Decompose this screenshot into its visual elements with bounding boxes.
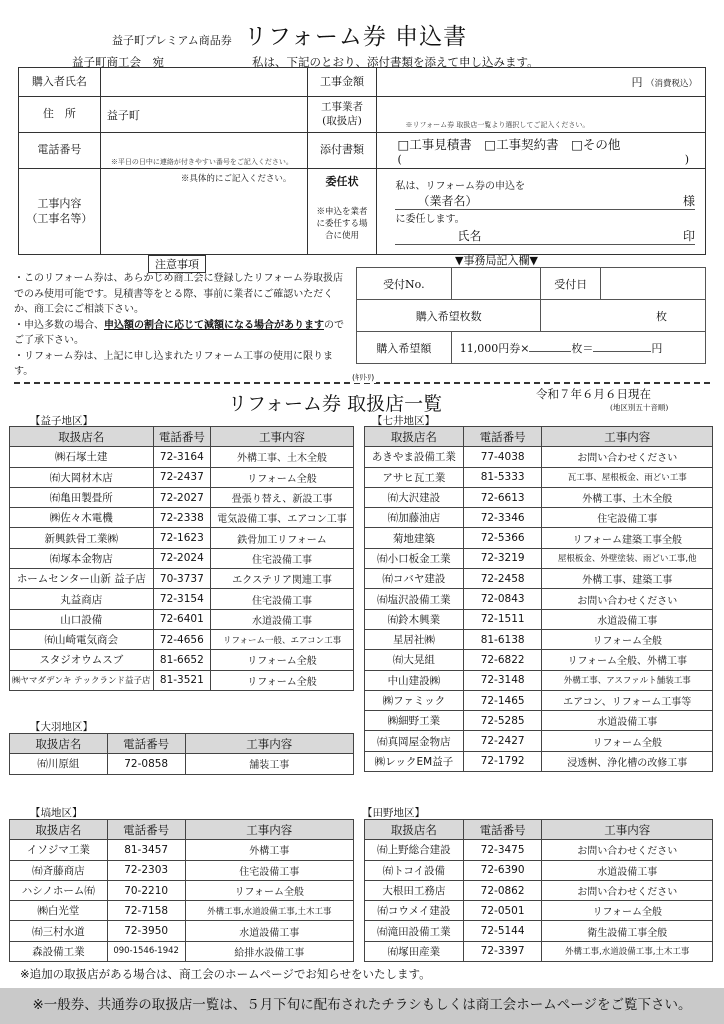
address-prefill: 益子町 <box>106 108 140 122</box>
shop-work: 外構工事、建築工事 <box>542 569 713 589</box>
shop-phone: 81-6138 <box>463 629 542 649</box>
work-note: ※具体的にご記入ください。 <box>180 174 292 184</box>
shop-phone: 72-2027 <box>153 487 211 507</box>
reception-no-field[interactable] <box>451 268 541 300</box>
table-row <box>10 487 354 507</box>
col-phone: 電話番号 <box>153 427 211 447</box>
shop-phone: 72-3950 <box>107 921 185 941</box>
area-nanai-heading: 【七井地区】 <box>372 415 435 427</box>
shop-work: 水道設備工事 <box>542 711 713 731</box>
shop-phone: 72-2024 <box>153 548 211 568</box>
shop-phone: 81-6652 <box>153 650 211 670</box>
shop-phone: 72-2437 <box>153 467 211 487</box>
shop-phone: 72-6390 <box>463 860 542 880</box>
table-row <box>10 447 354 467</box>
contractor-label: 工事業者 (取扱店) <box>307 97 377 133</box>
voucher-subtitle: 益子町プレミアム商品券 <box>112 34 232 47</box>
shop-name: 菊地建築 <box>365 528 464 548</box>
reception-no-label: 受付No. <box>357 268 452 300</box>
shop-work: 外構工事、土木全般 <box>542 487 713 507</box>
shop-phone: 72-3164 <box>153 447 211 467</box>
shop-name: ㈲三村水道 <box>10 921 108 941</box>
table-row <box>365 880 713 900</box>
shop-phone: 72-3219 <box>463 548 542 568</box>
notice-heading: 注意事項 <box>148 255 206 273</box>
shop-name: ㈲加藤油店 <box>365 508 464 528</box>
shop-phone: 72-6401 <box>153 609 211 629</box>
shop-phone: 72-3397 <box>463 941 542 961</box>
shop-phone: 72-1465 <box>463 690 542 710</box>
table-row <box>365 629 713 649</box>
table-row <box>10 860 354 880</box>
table-row <box>365 921 713 941</box>
shop-name: ㈱佐々木電機 <box>10 508 154 528</box>
shop-work: 屋根板金、外壁塗装、雨どい工事,他 <box>542 548 713 568</box>
table-row <box>365 528 713 548</box>
table-tano <box>364 819 713 962</box>
shop-name: ホームセンター山新 益子店 <box>10 569 154 589</box>
shop-phone: 77-4038 <box>463 447 542 467</box>
desired-amount-field[interactable] <box>451 332 705 364</box>
table-row <box>365 508 713 528</box>
table-row <box>365 860 713 880</box>
shop-name: 星居社㈱ <box>365 629 464 649</box>
shop-name: スタジオウムスブ <box>10 650 154 670</box>
list-title: リフォーム券 取扱店一覧 <box>228 393 443 415</box>
table-row <box>10 528 354 548</box>
shop-phone: 72-2303 <box>107 860 185 880</box>
shop-work: お問い合わせください <box>542 589 713 609</box>
col-shop: 取扱店名 <box>10 820 108 840</box>
shop-name: ハシノホーム㈲ <box>10 880 108 900</box>
table-row <box>365 901 713 921</box>
shop-phone: 72-2338 <box>153 508 211 528</box>
shop-name: ㈲真岡屋金物店 <box>365 731 464 751</box>
table-row <box>365 650 713 670</box>
delegation-label: 委任状 <box>325 175 359 188</box>
office-heading: ▼事務局記入欄▼ <box>455 254 538 267</box>
shop-name: ㈲塩沢設備工業 <box>365 589 464 609</box>
shop-work: リフォーム一般、エアコン工事 <box>211 629 354 649</box>
shop-work: 水道設備工事 <box>542 609 713 629</box>
shop-name: ㈲コウメイ建設 <box>365 901 464 921</box>
col-phone: 電話番号 <box>107 820 185 840</box>
shop-work: 水道設備工事 <box>185 921 353 941</box>
notice-item2 <box>14 318 352 349</box>
delegation-line2: に委任します。 <box>395 214 465 225</box>
shop-work: エクステリア関連工事 <box>211 569 354 589</box>
shop-name: ㈲亀田製畳所 <box>10 487 154 507</box>
table-row <box>365 751 713 771</box>
shop-work: 外構工事 <box>185 840 353 860</box>
count-suffix: 枚＝ <box>571 341 594 355</box>
shop-name: ㈲鈴木興業 <box>365 609 464 629</box>
desired-count-label: 購入希望枚数 <box>357 300 541 332</box>
office-use-table <box>356 267 706 364</box>
area-ohane-heading: 【大羽地区】 <box>30 721 93 733</box>
delegation-line1: 私は、リフォーム券の申込を <box>395 181 525 192</box>
contractor-field[interactable] <box>377 97 706 133</box>
table-row <box>10 589 354 609</box>
amount-tax-note: （消費税込） <box>645 79 697 89</box>
table-row <box>10 670 354 690</box>
shop-name: ㈲小口板金工業 <box>365 548 464 568</box>
shop-work: リフォーム建築工事全般 <box>542 528 713 548</box>
table-row <box>10 609 354 629</box>
shop-name: ㈲山崎電気商会 <box>10 629 154 649</box>
shop-name: ㈲川原組 <box>10 754 108 774</box>
table-row <box>10 880 354 900</box>
shop-phone: 72-5285 <box>463 711 542 731</box>
shop-phone: 72-7158 <box>107 901 185 921</box>
phone-label: 電話番号 <box>19 133 101 169</box>
col-shop: 取扱店名 <box>365 820 464 840</box>
shop-work: 外構工事、土木全般 <box>211 447 354 467</box>
shop-name: ㈲滝田設備工業 <box>365 921 464 941</box>
buyer-name-label: 購入者氏名 <box>19 68 101 97</box>
shop-name: 山口設備 <box>10 609 154 629</box>
notice-item3: ・リフォーム券は、上記に申し込まれたリフォーム工事の使用に限ります。 <box>14 350 333 377</box>
table-row <box>10 901 354 921</box>
notice-item1: ・このリフォーム券は、あらかじめ商工会に登録したリフォーム券取扱店でのみ使用可能です。見積書等をとる際、事前に業者にご確認いただくか、商工会にご相談下さい。 <box>14 273 343 315</box>
shop-work: リフォーム全般 <box>185 880 353 900</box>
shop-work: 住宅設備工事 <box>211 589 354 609</box>
shop-work: 舗装工事 <box>185 754 353 774</box>
col-work: 工事内容 <box>185 734 353 754</box>
shop-name: ㈱レックEM益子 <box>365 751 464 771</box>
col-work: 工事内容 <box>542 820 713 840</box>
shop-work: 水道設備工事 <box>211 609 354 629</box>
shop-work: リフォーム全般 <box>211 670 354 690</box>
count-unit: 枚 <box>656 309 667 323</box>
shop-work: 外構工事,水道設備工事,土木工事 <box>542 941 713 961</box>
phone-note: ※平日の日中に連絡が付きやすい番号をご記入ください。 <box>110 158 293 166</box>
shop-phone: 090-1546-1942 <box>107 941 185 961</box>
notice-item2-post: のでご了承下さい。 <box>14 319 344 346</box>
shop-phone: 72-3154 <box>153 589 211 609</box>
addressee: 益子町商工会 宛 <box>72 55 164 69</box>
work-field[interactable] <box>100 169 307 255</box>
shop-work: リフォーム全般 <box>542 629 713 649</box>
reception-date-field[interactable] <box>601 268 706 300</box>
table-row <box>10 508 354 528</box>
table-row <box>365 467 713 487</box>
table-nanai <box>364 426 713 772</box>
area-mashiko-heading: 【益子地区】 <box>30 415 93 427</box>
table-row <box>10 754 354 774</box>
table-row <box>365 670 713 690</box>
shop-name: 大根田工務店 <box>365 880 464 900</box>
table-row <box>365 840 713 860</box>
delegation-sama: 様 <box>682 194 695 208</box>
shop-phone: 70-2210 <box>107 880 185 900</box>
shop-phone: 72-0858 <box>107 754 185 774</box>
shop-phone: 72-6613 <box>463 487 542 507</box>
delegation-field[interactable] <box>377 169 706 255</box>
shop-work: 外構工事,水道設備工事,土木工事 <box>185 901 353 921</box>
table-row <box>10 467 354 487</box>
table-row <box>365 487 713 507</box>
cut-mark: (ｷﾘﾄﾘ) <box>352 373 375 382</box>
other-paren-open: ( <box>397 153 402 166</box>
shop-phone: 72-1623 <box>153 528 211 548</box>
table-ohane <box>9 733 354 775</box>
shop-name: 中山建設㈱ <box>365 670 464 690</box>
desired-amount-label: 購入希望額 <box>357 332 452 364</box>
table-row <box>365 690 713 710</box>
work-label: 工事内容 （工事名等） <box>19 169 101 255</box>
reception-date-label: 受付日 <box>541 268 601 300</box>
phone-field[interactable] <box>100 133 307 169</box>
shop-name: ㈲塚本金物店 <box>10 548 154 568</box>
shop-name: あきやま設備工業 <box>365 447 464 467</box>
table-row <box>10 650 354 670</box>
shop-work: リフォーム全般 <box>542 901 713 921</box>
col-work: 工事内容 <box>542 427 713 447</box>
shop-name: 丸益商店 <box>10 589 154 609</box>
shop-name: ㈱ファミック <box>365 690 464 710</box>
area-tano-heading: 【田野地区】 <box>362 807 425 819</box>
shop-phone: 72-6822 <box>463 650 542 670</box>
contractor-note: ※リフォーム券 取扱店一覧より選択してご記入ください。 <box>405 121 590 129</box>
shop-work: 浸透桝、浄化槽の改修工事 <box>542 751 713 771</box>
table-row <box>10 921 354 941</box>
shop-work: お問い合わせください <box>542 880 713 900</box>
shop-phone: 72-0843 <box>463 589 542 609</box>
address-label: 住 所 <box>19 97 101 133</box>
shop-name: アサヒ瓦工業 <box>365 467 464 487</box>
shop-name: ㈲上野総合建設 <box>365 840 464 860</box>
table-row <box>365 941 713 961</box>
shop-name: ㈲大晃組 <box>365 650 464 670</box>
shop-phone: 72-0501 <box>463 901 542 921</box>
table-row <box>365 589 713 609</box>
col-phone: 電話番号 <box>463 820 542 840</box>
shop-work: 給排水設備工事 <box>185 941 353 961</box>
shop-name: 森設備工業 <box>10 941 108 961</box>
shop-work: リフォーム全般、外構工事 <box>542 650 713 670</box>
shop-phone: 72-3346 <box>463 508 542 528</box>
shop-work: 住宅設備工事 <box>542 508 713 528</box>
shop-work: 瓦工事、屋根板金、雨どい工事 <box>542 467 713 487</box>
amount-field[interactable] <box>377 68 706 97</box>
area-sakai-heading: 【塙地区】 <box>30 807 83 819</box>
table-mashiko <box>9 426 354 691</box>
buyer-name-field[interactable] <box>100 68 307 97</box>
shop-phone: 72-5366 <box>463 528 542 548</box>
table-row <box>365 569 713 589</box>
attachment-label: 添付書類 <box>307 133 377 169</box>
shop-name: ㈲トコイ設備 <box>365 860 464 880</box>
shop-phone: 72-3148 <box>463 670 542 690</box>
table-row <box>365 609 713 629</box>
yen-unit: 円 <box>651 341 663 355</box>
table-row <box>10 840 354 860</box>
shop-phone: 72-2458 <box>463 569 542 589</box>
notice-item2-bold: 申込額の割合に応じて減額になる場合があります <box>104 319 324 331</box>
col-shop: 取扱店名 <box>10 427 154 447</box>
shop-name: ㈲大岡材木店 <box>10 467 154 487</box>
col-work: 工事内容 <box>185 820 353 840</box>
shop-work: 電気設備工事、エアコン工事 <box>211 508 354 528</box>
shop-phone: 72-1511 <box>463 609 542 629</box>
amount-formula: 11,000円券× <box>459 341 530 355</box>
amount-unit: 円 <box>631 76 643 89</box>
shop-name: ㈱石塚土建 <box>10 447 154 467</box>
table-row <box>10 941 354 961</box>
col-work: 工事内容 <box>211 427 354 447</box>
shop-phone: 72-2427 <box>463 731 542 751</box>
application-form <box>18 67 706 255</box>
shop-name: ㈲大沢建設 <box>365 487 464 507</box>
delegation-note: ※申込を業者に委任する場合に使用 <box>316 207 368 242</box>
notice-body <box>14 271 352 380</box>
delegation-name: 氏名 <box>457 229 482 243</box>
shop-name: ㈱白光堂 <box>10 901 108 921</box>
col-shop: 取扱店名 <box>365 427 464 447</box>
delegation-seal: 印 <box>682 229 695 243</box>
col-shop: 取扱店名 <box>10 734 108 754</box>
shop-work: 住宅設備工事 <box>211 548 354 568</box>
table-row <box>365 731 713 751</box>
footer-banner: ※一般券、共通券の取扱店一覧は、５月下旬に配布されたチラシもしくは商工会ホームページをご覧下さい。 <box>0 988 724 1024</box>
shop-phone: 72-3475 <box>463 840 542 860</box>
table-row <box>365 548 713 568</box>
shop-work: リフォーム全般 <box>211 650 354 670</box>
shop-phone: 72-1792 <box>463 751 542 771</box>
declaration: 私は、下記のとおり、添付書類を添えて申し込みます。 <box>252 55 539 69</box>
table-row <box>10 629 354 649</box>
shop-work: 住宅設備工事 <box>185 860 353 880</box>
shop-work: お問い合わせください <box>542 840 713 860</box>
delegation-agent: （業者名） <box>417 194 478 208</box>
shop-work: お問い合わせください <box>542 447 713 467</box>
address-field[interactable] <box>100 97 307 133</box>
footnote: ※追加の取扱店がある場合は、商工会のホームページでお知らせをいたします。 <box>20 967 431 981</box>
desired-count-field[interactable] <box>541 300 706 332</box>
shop-work: 畳張り替え、新設工事 <box>211 487 354 507</box>
shop-work: 外構工事、アスファルト舗装工事 <box>542 670 713 690</box>
table-sakai <box>9 819 354 962</box>
shop-name: イソジマ工業 <box>10 840 108 860</box>
shop-phone: 81-3521 <box>153 670 211 690</box>
shop-work: リフォーム全般 <box>211 467 354 487</box>
shop-phone: 72-4656 <box>153 629 211 649</box>
table-row <box>10 548 354 568</box>
form-title: リフォーム券 申込書 <box>244 24 468 50</box>
attachment-checkboxes[interactable]: □工事見積書 □工事契約書 □その他 <box>397 137 621 152</box>
shop-name: ㈱ヤマダデンキ テックランド益子店 <box>10 670 154 690</box>
table-row <box>365 711 713 731</box>
table-row <box>10 569 354 589</box>
shop-name: ㈲塚田産業 <box>365 941 464 961</box>
shop-name: ㈲コバヤ建設 <box>365 569 464 589</box>
shop-phone: 72-5144 <box>463 921 542 941</box>
shop-phone: 81-5333 <box>463 467 542 487</box>
shop-work: 水道設備工事 <box>542 860 713 880</box>
other-paren-close: ) <box>684 153 689 166</box>
shop-work: エアコン、リフォーム工事等 <box>542 690 713 710</box>
shop-name: 新興鉄骨工業㈱ <box>10 528 154 548</box>
shop-work: 衛生設備工事全般 <box>542 921 713 941</box>
shop-name: ㈲斉藤商店 <box>10 860 108 880</box>
list-order-note: (地区別五十音順) <box>610 403 669 412</box>
shop-phone: 72-0862 <box>463 880 542 900</box>
shop-phone: 70-3737 <box>153 569 211 589</box>
col-phone: 電話番号 <box>463 427 542 447</box>
table-row <box>365 447 713 467</box>
notice-item2-pre: ・申込多数の場合、 <box>14 319 104 331</box>
shop-work: リフォーム全般 <box>542 731 713 751</box>
shop-work: 鉄骨加工リフォーム <box>211 528 354 548</box>
list-as-of: 令和７年６月６日現在 <box>536 387 651 401</box>
amount-label: 工事金額 <box>307 68 377 97</box>
shop-name: ㈱細野工業 <box>365 711 464 731</box>
attachment-options[interactable] <box>377 133 706 169</box>
shop-phone: 81-3457 <box>107 840 185 860</box>
col-phone: 電話番号 <box>107 734 185 754</box>
